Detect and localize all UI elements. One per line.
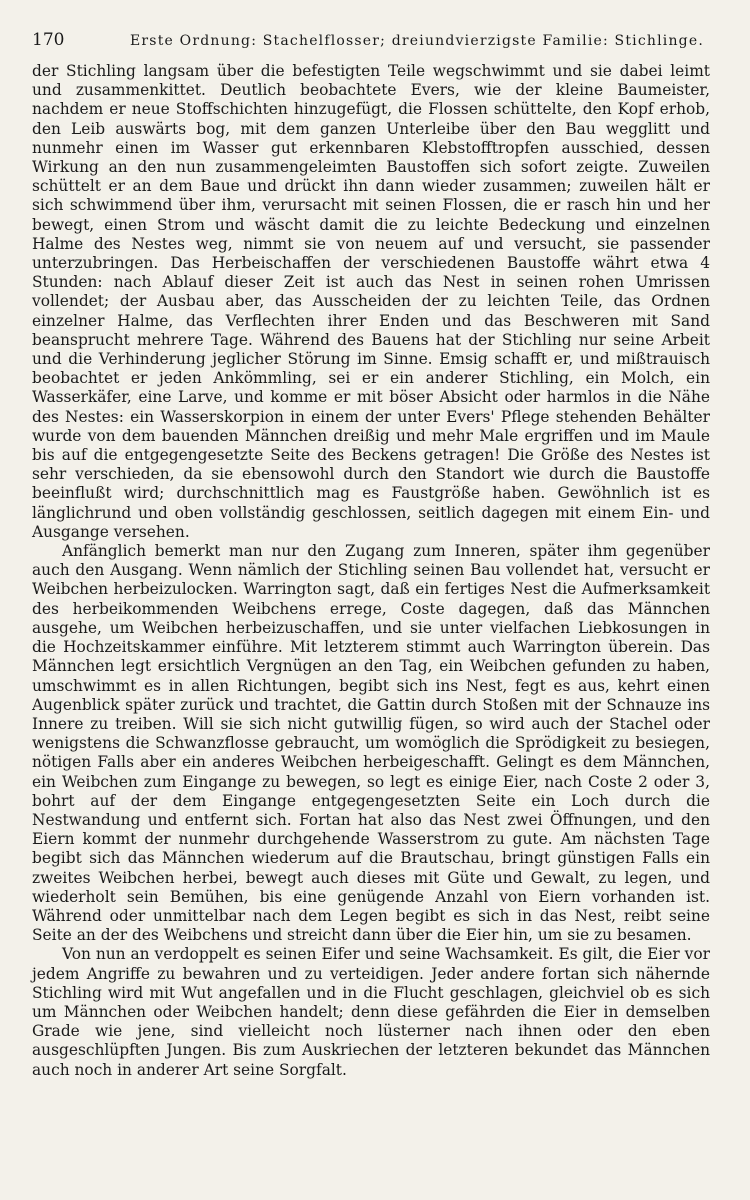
body-text <box>32 62 710 1080</box>
page-number: 170 <box>32 30 65 50</box>
running-head <box>32 30 710 54</box>
paragraph-1: der Stichling langsam über die befestigten Teile wegschwimmt und sie dabei leimt und zusammenkittet. Deutlich beobachtete Evers, wie der kleine Baumeister, nachdem er neue Stoffschichten hinzugefügt, die Flossen schüttelte, den Kopf erhob, den Leib auswärts bog, mit dem ganzen Unterleibe über den Bau wegglitt und nunmehr einen im Wasser gut erkennbaren Klebstofftropfen ausschied, dessen Wirkung an den nun zusammengeleimten Baustoffen sich sofort zeigte. Zuweilen schüttelt er an dem Baue und drückt ihn dann wieder zusammen; zuweilen hält er sich schwimmend über ihm, verursacht mit seinen Flossen, die er rasch hin und her bewegt, einen Strom und wäscht damit die zu leichte Bedeckung und einzelnen Halme des Nestes weg, nimmt sie von neuem auf und versucht, sie passender unterzubringen. Das Herbeischaffen der verschiedenen Baustoffe währt etwa 4 Stunden: nach Ablauf dieser Zeit ist auch das Nest in seinen rohen Umrissen vollendet; der Ausbau aber, das Ausscheiden der zu leichten Teile, das Ordnen einzelner Halme, das Verflechten ihrer Enden und das Beschweren mit Sand beansprucht mehrere Tage. Während des Bauens hat der Stichling nur seine Arbeit und die Verhinderung jeglicher Störung im Sinne. Emsig schafft er, und mißtrauisch beobachtet er jeden Ankömmling, sei er ein anderer Stichling, ein Molch, ein Wasserkäfer, eine Larve, und komme er mit böser Absicht oder harmlos in die Nähe des Nestes: ein Wasserskorpion in einem der unter Evers' Pflege stehenden Behälter wurde von dem bauenden Männchen dreißig und mehr Male ergriffen und im Maule bis auf die entgegengesetzte Seite des Beckens getragen! Die Größe des Nestes ist sehr verschieden, da sie ebensowohl durch den Standort wie durch die Baustoffe beeinflußt wird; durchschnittlich mag es Faustgröße haben. Gewöhnlich ist es länglichrund und oben vollständig geschlossen, seitlich dagegen mit einem Ein- und Ausgange versehen. <box>32 62 710 541</box>
paragraph-2: Anfänglich bemerkt man nur den Zugang zum Inneren, später ihm gegenüber auch den Ausgang. Wenn nämlich der Stichling seinen Bau vollendet hat, versucht er Weibchen herbeizulocken. Warrington sagt, daß ein fertiges Nest die Aufmerksamkeit des herbeikommenden Weibchens errege, Coste dagegen, daß das Männchen ausgehe, um Weibchen herbeizuschaffen, und sie unter vielfachen Liebkosungen in die Hochzeitskammer einführe. Mit letzterem stimmt auch Warrington überein. Das Männchen legt ersichtlich Vergnügen an den Tag, ein Weibchen gefunden zu haben, umschwimmt es in allen Richtungen, begibt sich ins Nest, fegt es aus, kehrt einen Augenblick später zurück und trachtet, die Gattin durch Stoßen mit der Schnauze ins Innere zu treiben. Will sie sich nicht gutwillig fügen, so wird auch der Stachel oder wenigstens die Schwanzflosse gebraucht, um womöglich die Sprödigkeit zu besiegen, nötigen Falls aber ein anderes Weibchen herbeigeschafft. Gelingt es dem Männchen, ein Weibchen zum Eingange zu bewegen, so legt es einige Eier, nach Coste 2 oder 3, bohrt auf der dem Eingange entgegengesetzten Seite ein Loch durch die Nestwandung und entfernt sich. Fortan hat also das Nest zwei Öffnungen, und den Eiern kommt der nunmehr durchgehende Wasserstrom zu gute. Am nächsten Tage begibt sich das Männchen wiederum auf die Brautschau, bringt günstigen Falls ein zweites Weibchen herbei, bewegt auch dieses mit Güte und Gewalt, zu legen, und wiederholt sein Bemühen, bis eine genügende Anzahl von Eiern vorhanden ist. Während oder unmittelbar nach dem Legen begibt es sich in das Nest, reibt seine Seite an der des Weibchens und streicht dann über die Eier hin, um sie zu besamen. <box>32 542 710 945</box>
running-title: Erste Ordnung: Stachelflosser; dreiundvierzigste Familie: Stichlinge. <box>130 33 704 49</box>
paragraph-3: Von nun an verdoppelt es seinen Eifer und seine Wachsamkeit. Es gilt, die Eier vor jedem Angriffe zu bewahren und zu verteidigen. Jeder andere fortan sich nähernde Stichling wird mit Wut angefallen und in die Flucht geschlagen, gleichviel ob es sich um Männchen oder Weibchen handelt; denn diese gefährden die Eier in demselben Grade wie jene, sind vielleicht noch lüsterner nach ihnen oder den eben ausgeschlüpften Jungen. Bis zum Auskriechen der letzteren bekundet das Männchen auch noch in anderer Art seine Sorgfalt. <box>32 945 710 1079</box>
